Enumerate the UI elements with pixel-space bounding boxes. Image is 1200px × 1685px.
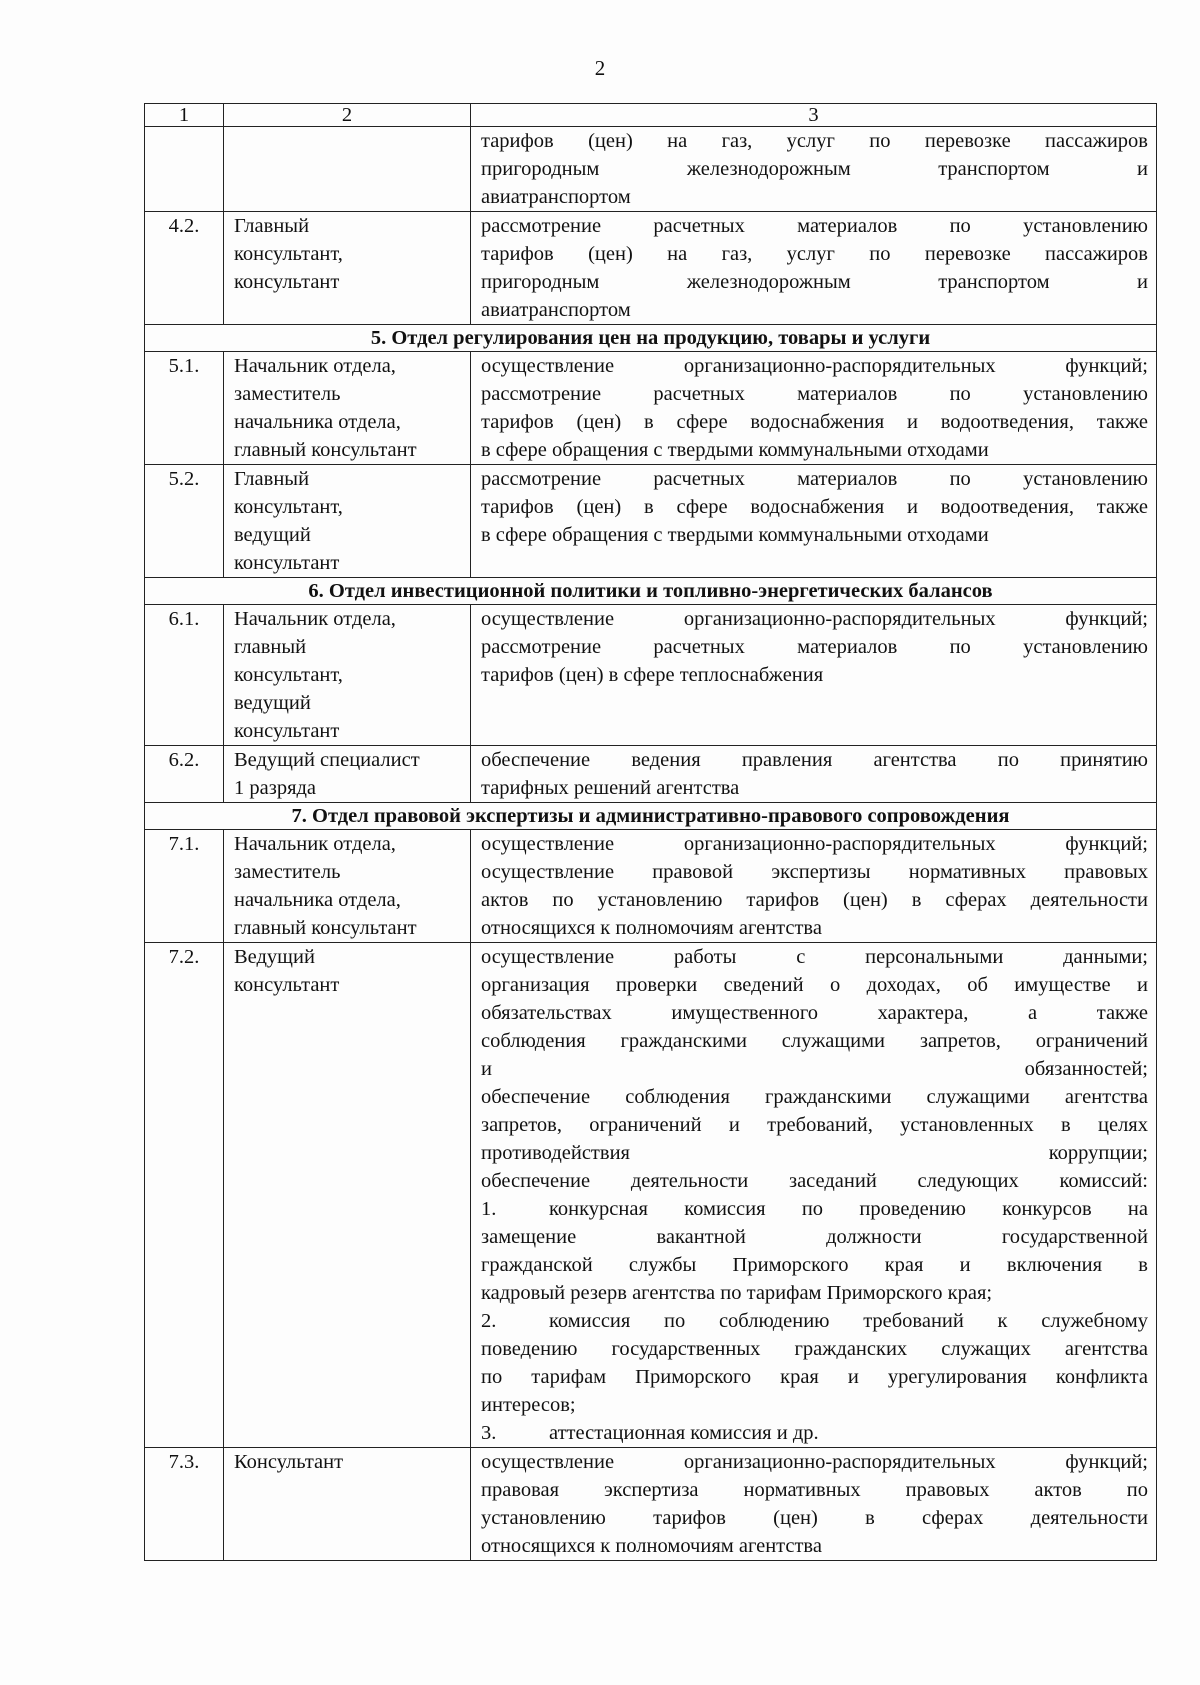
position-line: 1 разряда [234,777,317,799]
row-number: 7.3. [145,1448,224,1561]
duty-line: рассмотрение расчетных материалов по установлению [481,468,1148,490]
duties-cell [471,127,1157,212]
position-line: консультант [234,974,340,996]
table-row [145,830,1157,943]
commission-line: по тарифам Приморского края и урегулирования конфликта [481,1366,1148,1388]
duty-line: относящихся к полномочиям агентства [481,1535,822,1557]
position-line: главный [234,636,307,658]
position-line: Главный [234,468,310,490]
duty-line: рассмотрение расчетных материалов по установлению [481,383,1148,405]
commission-number: 3. [481,1422,497,1444]
row-number: 7.2. [145,943,224,1448]
duty-line: тарифов (цен) в сфере водоснабжения и водоотведения, также [481,496,1148,518]
table-row [145,127,1157,212]
position-cell [224,465,471,578]
position-line: Ведущий [234,946,315,968]
table-row [145,1448,1157,1561]
position-line: Консультант [234,1451,344,1473]
duties-cell [471,352,1157,465]
position-line: Главный [234,215,310,237]
duty-line: противодействия коррупции; [481,1142,1148,1164]
duty-line: осуществление правовой экспертизы нормативных правовых [481,861,1148,883]
commission-line: поведению государственных гражданских служащих агентства [481,1338,1148,1360]
duty-line: осуществление организационно-распорядительных функций; [481,1451,1148,1473]
commission-item [481,1307,1148,1419]
position-line: главный консультант [234,917,417,939]
table-row [145,352,1157,465]
commission-item [481,1195,1148,1307]
duty-line: обеспечение соблюдения гражданскими служащими агентства [481,1086,1148,1108]
position-line: начальника отдела, [234,889,401,911]
section-heading-row [145,578,1157,605]
duty-line: обеспечение деятельности заседаний следующих комиссий: [481,1170,1148,1192]
page-number: 2 [594,56,606,80]
commission-line: гражданской службы Приморского края и включения в [481,1254,1148,1276]
section-heading-row [145,325,1157,352]
position-line: ведущий [234,692,311,714]
position-line: Ведущий специалист [234,749,420,771]
duty-line: организация проверки сведений о доходах, об имуществе и [481,974,1148,996]
table-row [145,465,1157,578]
position-line: ведущий [234,524,311,546]
duty-line: относящихся к полномочиям агентства [481,917,822,939]
position-cell [224,830,471,943]
table-row [145,605,1157,746]
position-line: Начальник отдела, [234,833,396,855]
table-header-row [145,104,1157,127]
row-number: 6.2. [145,746,224,803]
duty-line: установлению тарифов (цен) в сферах деятельности [481,1507,1148,1529]
table-row [145,746,1157,803]
position-line: консультант [234,552,340,574]
position-cell [224,1448,471,1561]
duties-cell [471,943,1157,1448]
duties-cell [471,605,1157,746]
commission-line: кадровый резерв агентства по тарифам Приморского края; [481,1282,993,1304]
duty-line: осуществление организационно-распорядительных функций; [481,833,1148,855]
duty-line: рассмотрение расчетных материалов по установлению [481,636,1148,658]
duty-line: тарифов (цен) в сфере теплоснабжения [481,664,824,686]
duty-line: осуществление организационно-распорядительных функций; [481,355,1148,377]
section-heading: 5. Отдел регулирования цен на продукцию, товары и услуги [145,325,1157,352]
section-heading-row [145,803,1157,830]
position-line: заместитель [234,861,341,883]
duty-line: пригородным железнодорожным транспортом и [481,271,1148,293]
position-line: начальника отдела, [234,411,401,433]
positions-table [144,103,1157,1561]
header-col-1: 1 [145,104,224,127]
position-line: консультант, [234,664,343,686]
duties-cell [471,746,1157,803]
commission-number: 2. [481,1310,497,1332]
row-number: 5.1. [145,352,224,465]
duty-line: тарифов (цен) в сфере водоснабжения и водоотведения, также [481,411,1148,433]
duty-line: правовая экспертиза нормативных правовых актов по [481,1479,1148,1501]
position-line: консультант [234,271,340,293]
duties-cell [471,1448,1157,1561]
duty-line: запретов, ограничений и требований, установленных в целях [481,1114,1148,1136]
position-cell [224,352,471,465]
row-number [145,127,224,212]
duty-line: рассмотрение расчетных материалов по установлению [481,215,1148,237]
duties-cell [471,212,1157,325]
table-row [145,943,1157,1448]
position-line: консультант, [234,243,343,265]
position-line: Начальник отдела, [234,608,396,630]
header-col-3: 3 [471,104,1157,127]
table-row [145,212,1157,325]
duty-line: тарифных решений агентства [481,777,740,799]
commission-first-line: комиссия по соблюдению требований к служебному [549,1310,1148,1332]
duty-line: соблюдения гражданскими служащими запретов, ограничений [481,1030,1148,1052]
position-line: Начальник отдела, [234,355,396,377]
position-line: главный консультант [234,439,417,461]
position-cell [224,127,471,212]
commission-item [481,1419,1148,1447]
commission-line: интересов; [481,1394,576,1416]
section-heading: 6. Отдел инвестиционной политики и топливно-энергетических балансов [145,578,1157,605]
commission-number: 1. [481,1198,497,1220]
duty-line: пригородным железнодорожным транспортом и [481,158,1148,180]
position-line: заместитель [234,383,341,405]
duty-line: авиатранспортом [481,299,631,321]
duty-line: в сфере обращения с твердыми коммунальными отходами [481,439,989,461]
duty-line: в сфере обращения с твердыми коммунальными отходами [481,524,989,546]
position-cell [224,746,471,803]
header-col-2: 2 [224,104,471,127]
duty-line: обеспечение ведения правления агентства по принятию [481,749,1148,771]
commission-first-line: конкурсная комиссия по проведению конкурсов на [549,1198,1148,1220]
commission-first-line: аттестационная комиссия и др. [549,1422,819,1444]
row-number: 6.1. [145,605,224,746]
position-line: консультант, [234,496,343,518]
commission-line: замещение вакантной должности государственной [481,1226,1148,1248]
row-number: 4.2. [145,212,224,325]
duties-cell [471,830,1157,943]
row-number: 7.1. [145,830,224,943]
position-line: консультант [234,720,340,742]
row-number: 5.2. [145,465,224,578]
duty-line: тарифов (цен) на газ, услуг по перевозке пассажиров [481,130,1148,152]
duty-line: и обязанностей; [481,1058,1148,1080]
duty-line: актов по установлению тарифов (цен) в сферах деятельности [481,889,1148,911]
duty-line: обязательствах имущественного характера, а также [481,1002,1148,1024]
duty-line: авиатранспортом [481,186,631,208]
position-cell [224,212,471,325]
duty-line: тарифов (цен) на газ, услуг по перевозке пассажиров [481,243,1148,265]
duties-cell [471,465,1157,578]
position-cell [224,605,471,746]
position-cell [224,943,471,1448]
duty-line: осуществление организационно-распорядительных функций; [481,608,1148,630]
section-heading: 7. Отдел правовой экспертизы и административно-правового сопровождения [145,803,1157,830]
duty-line: осуществление работы с персональными данными; [481,946,1148,968]
